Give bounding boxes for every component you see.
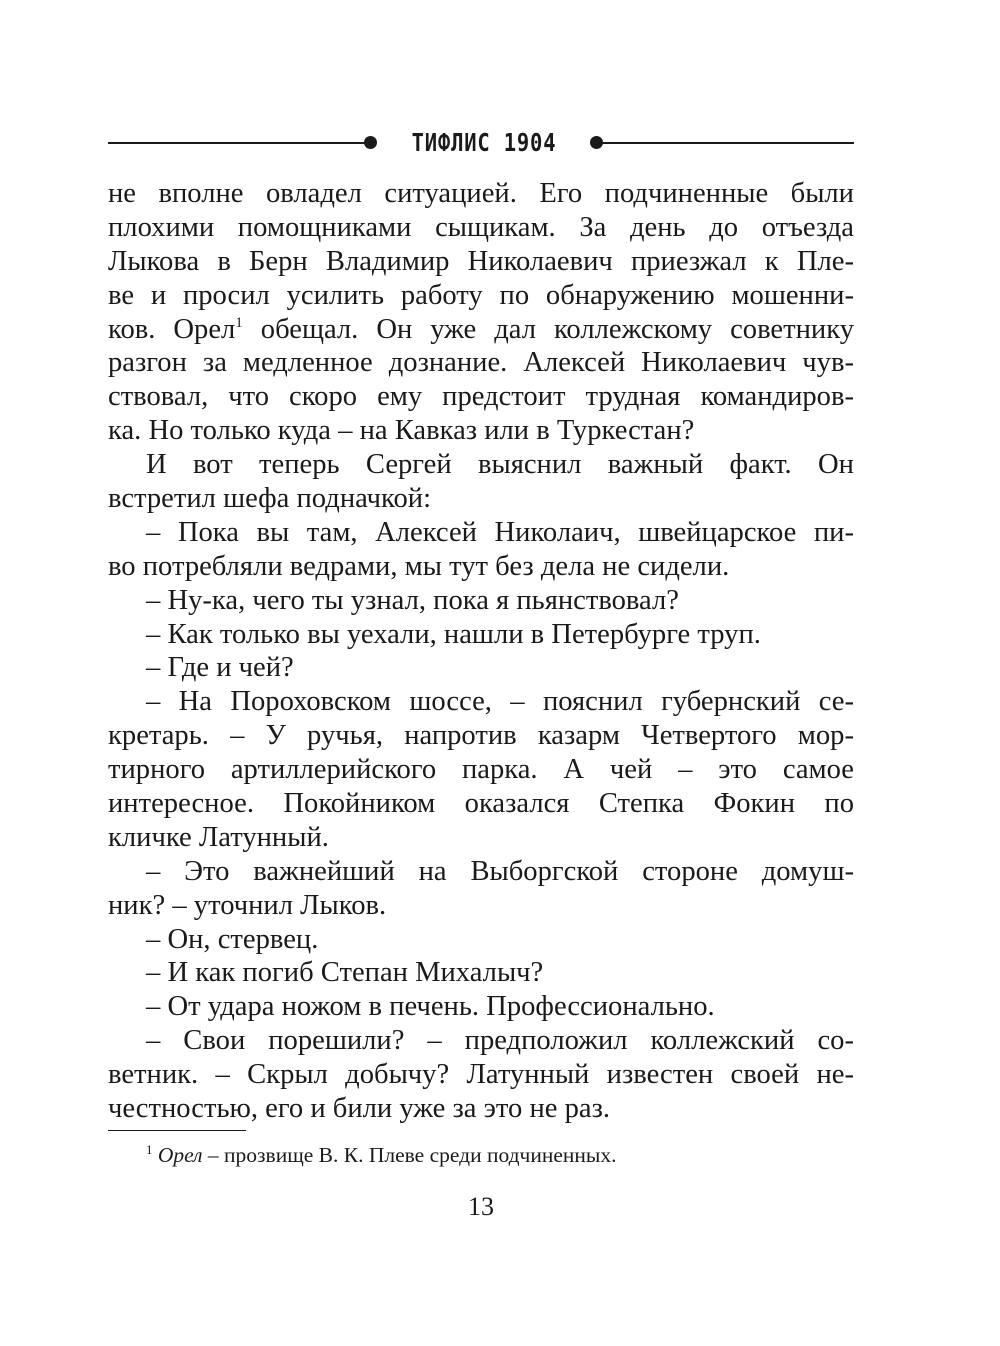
text-line: – Ну-ка, чего ты узнал, пока я пьянствовал? [146,584,679,616]
text-line: ветник. – Скрыл добычу? Латунный известен своей не- [108,1059,854,1091]
text-line: – Он, стервец. [146,923,319,955]
text-line: – От удара ножом в печень. Профессионально. [146,991,715,1023]
text-line: – И как погиб Степан Михалыч? [146,957,544,989]
footnote-text: – прозвище В. К. Плеве среди подчиненных. [202,1143,617,1167]
footnote-term: Орел [157,1143,203,1167]
running-title: ТИФЛИС 1904 [411,128,557,157]
text-line: Лыкова в Берн Владимир Николаевич приезжал к Пле- [108,245,854,277]
footnote-reference: 1 [235,314,243,331]
text-line: И вот теперь Сергей выяснил важный факт. Он [146,449,854,481]
text-line: – Это важнейший на Выборгской стороне домуш- [146,855,854,887]
text-line: не вполне овладел ситуацией. Его подчиненные были [108,178,854,209]
text-segment: обещал. Он уже дал коллежскому советнику [242,313,854,345]
text-line: – Как только вы уехали, нашли в Петербурге труп. [146,618,761,650]
text-line: – Где и чей? [146,652,294,684]
running-header [108,126,854,162]
text-line: честностью, его и били уже за это не раз. [108,1093,611,1125]
text-line: тирного артиллерийского парка. А чей – это самое [108,754,854,786]
body-text [108,177,854,1126]
text-line: – Свои порешили? – предположил коллежский со- [146,1025,854,1057]
text-line: разгон за медленное дознание. Алексей Николаевич чув- [108,347,854,379]
header-bullet-left [364,136,377,149]
text-line: кличке Латунный. [108,821,329,853]
text-line: – Пока вы там, Алексей Николаич, швейцарское пи- [146,516,854,548]
text-line: во потребляли ведрами, мы тут без дела не сидели. [108,550,730,582]
text-line: встретил шефа подначкой: [108,483,432,515]
text-line: ник? – уточнил Лыков. [108,889,387,921]
page-number: 13 [468,1192,494,1221]
header-rule-left [108,142,368,144]
text-line: кретарь. – У ручья, напротив казарм Четвертого мор- [108,720,854,752]
footnote-separator [108,1130,246,1131]
text-line: плохими помощниками сыщикам. За день до отъезда [108,211,854,243]
footnote-marker: 1 [146,1142,153,1157]
text-line: ка. Но только куда – на Кавказ или в Туркестан? [108,415,695,447]
text-line: ствовал, что скоро ему предстоит трудная командиров- [108,381,854,413]
text-line: интересное. Покойником оказался Степка Фокин по [108,788,854,820]
text-line-with-footnote-ref [108,313,854,347]
text-line: – На Пороховском шоссе, – пояснил губернский се- [146,686,854,718]
text-line: ве и просил усилить работу по обнаружению мошенни- [108,279,854,311]
text-segment: ков. Орел [108,313,236,345]
header-rule-right [598,142,854,144]
footnote [146,1141,617,1169]
